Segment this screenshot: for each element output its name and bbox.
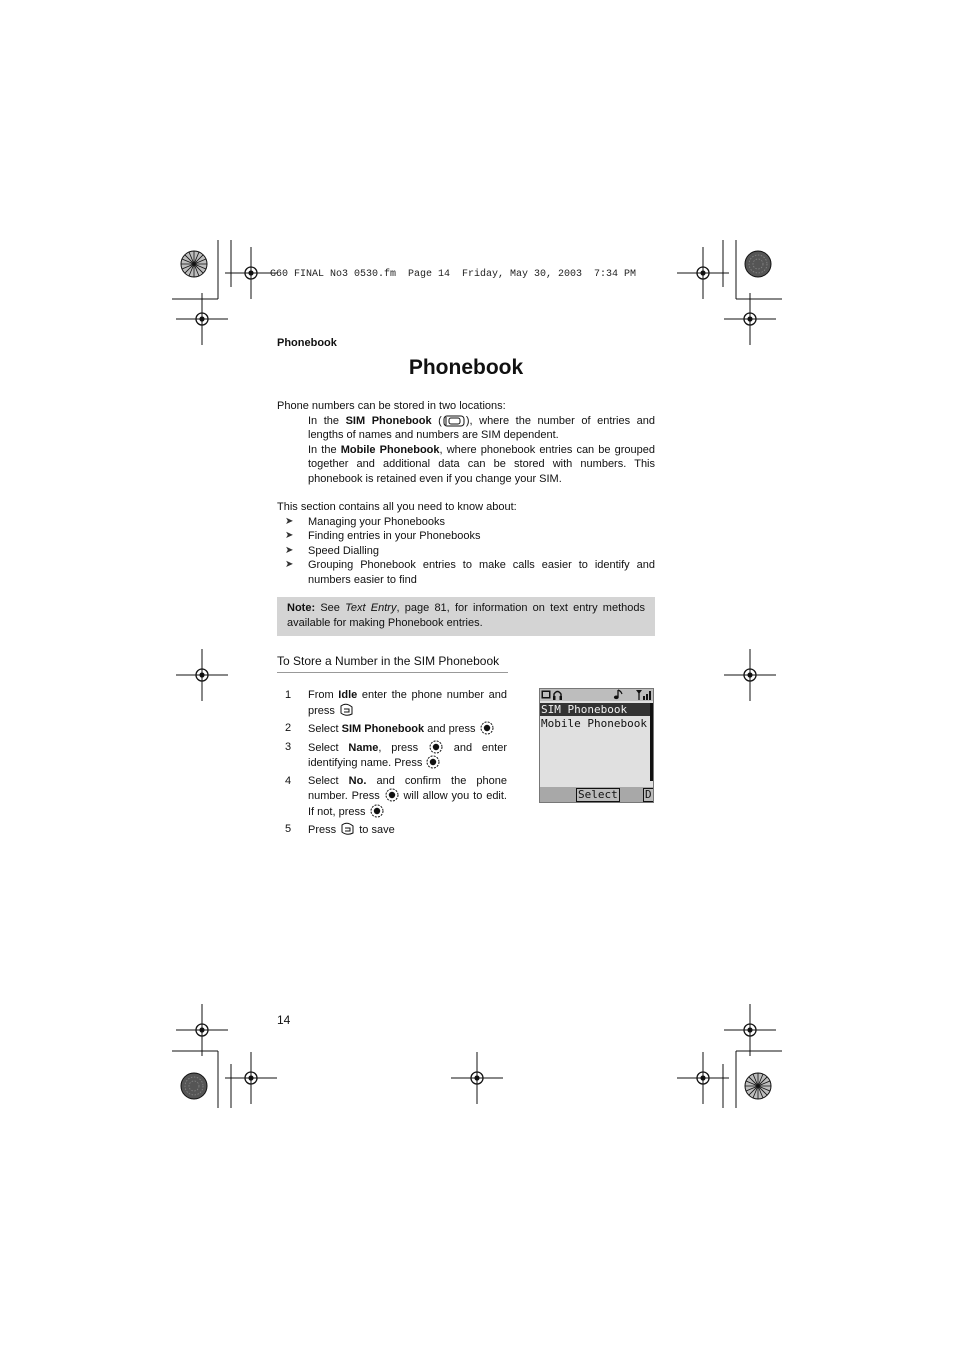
right-softkey[interactable]: D (645, 788, 652, 801)
menu-item-sim-phonebook[interactable]: SIM Phonebook (540, 703, 651, 716)
navigation-key-icon (429, 740, 443, 754)
ok-key-icon (339, 703, 354, 717)
select-softkey[interactable]: Select (578, 788, 618, 801)
page-title: Phonebook (408, 356, 524, 379)
softkey-bar (540, 787, 653, 802)
menu-item-mobile-phonebook[interactable]: Mobile Phonebook (541, 717, 647, 730)
step-item: 1 From Idle enter the phone number and press (285, 689, 507, 717)
page-number: 14 (277, 1013, 291, 1027)
phone-screen (539, 688, 654, 803)
step-item: 2 Select SIM Phonebook and press (277, 721, 507, 737)
note-label: Note: (287, 602, 316, 614)
list-item: ➤ Managing your Phonebooks (285, 515, 445, 528)
list-item: ➤ Speed Dialling (285, 544, 379, 557)
step-item: 3 Select Name, press and enter identifying name. Press (285, 740, 507, 769)
ok-key-icon (340, 822, 355, 836)
step-item: 5 Press to save (285, 823, 395, 836)
ringer-note-icon (613, 689, 623, 700)
subheading: To Store a Number in the SIM Phonebook (277, 654, 500, 668)
arrow-bullet-icon: ➤ (285, 530, 294, 541)
sim-phonebook-description: In the SIM Phonebook ( ), where the number of entries and lengths of names and numbers are SIM dependent. (308, 414, 656, 441)
arrow-bullet-icon: ➤ (285, 544, 294, 556)
list-item: ➤ Finding entries in your Phonebooks (285, 530, 481, 542)
list-item: ➤ Grouping Phonebook entries to make calls easier to identify and numbers easier to find (285, 559, 655, 586)
note-box: Note: See Text Entry, page 81, for information on text entry methods available for making Phonebook entries. (277, 597, 655, 636)
mobile-phonebook-term: Mobile Phonebook (340, 443, 440, 456)
headset-icon (553, 690, 562, 700)
navigation-key-icon (385, 788, 399, 802)
signal-strength-icon (636, 690, 652, 700)
contents-list (277, 515, 655, 588)
sim-card-icon (443, 415, 465, 427)
status-bar (540, 689, 653, 701)
arrow-bullet-icon: ➤ (285, 515, 294, 527)
message-icon (541, 690, 551, 699)
step-item: 4 Select No. and confirm the phone number. Press will allow you to edit. If not, press (285, 774, 507, 818)
contents-section (277, 500, 655, 587)
sim-phonebook-term: SIM Phonebook (345, 414, 432, 427)
navigation-key-icon (426, 755, 440, 769)
contents-lead: This section contains all you need to know about: (277, 501, 517, 513)
scrollbar[interactable] (650, 703, 653, 781)
navigation-key-icon (480, 721, 494, 735)
intro-section (277, 399, 655, 486)
file-info-header: G60 FINAL No3 0530.fm Page 14 Friday, May 30, 2003 7:34 PM (270, 269, 637, 280)
mobile-phonebook-description: In the Mobile Phonebook, where phonebook entries can be grouped together and additional data can be stored with numbers. This phonebook is retained even if you change your SIM. (308, 443, 656, 485)
intro-lead: Phone numbers can be stored in two locations: (277, 400, 506, 412)
arrow-bullet-icon: ➤ (285, 559, 294, 570)
steps-list (277, 688, 507, 841)
subheading-rule (277, 672, 508, 673)
text-entry-reference: Text Entry (345, 602, 397, 614)
navigation-key-icon (370, 804, 384, 818)
section-label: Phonebook (277, 337, 337, 349)
